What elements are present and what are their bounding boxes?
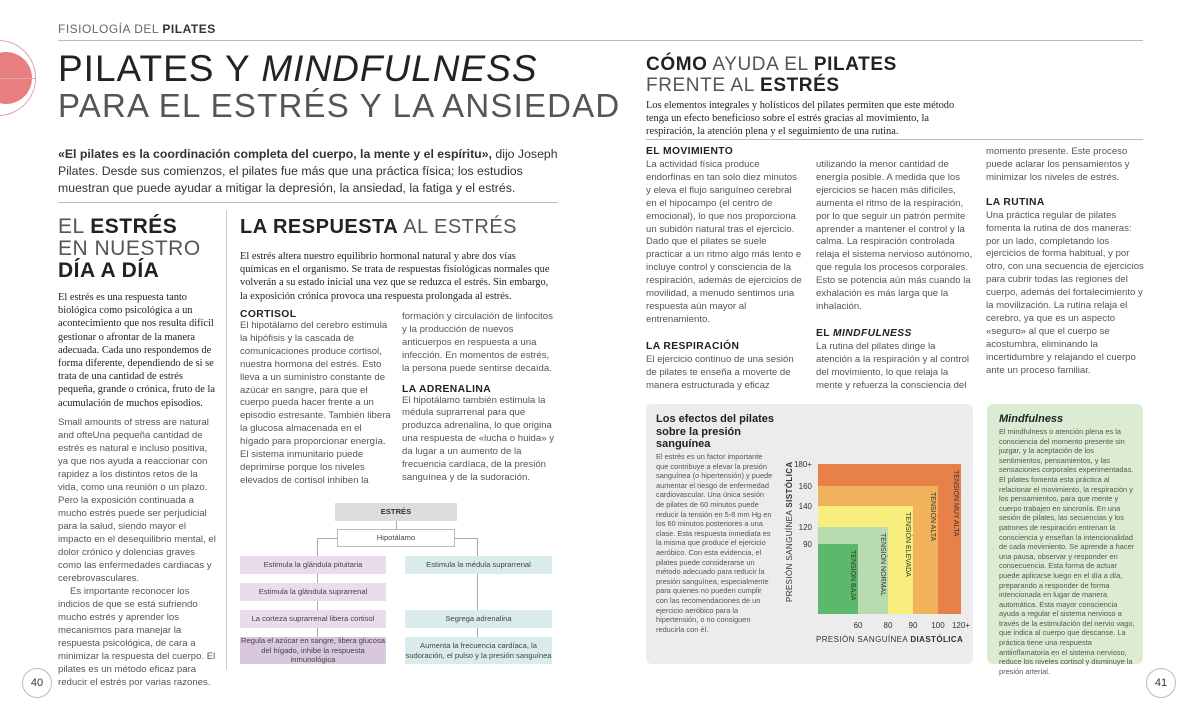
- zone-label: TENSIÓN MUY ALTA: [952, 470, 959, 537]
- x-tick-label: 100: [931, 621, 945, 630]
- intro-paragraph: «El pilates es la coordinación completa del cuerpo, la mente y el espíritu», dijo Joseph Pilates. Desde sus comienzos, el pilates fue más que una práctica física; los estudios muestran que puede ayudar a mitigar la depresión, la ansiedad, la fatiga y el estrés.: [58, 147, 558, 195]
- right-heading-2: FRENTE AL ESTRÉS: [646, 75, 840, 96]
- cortisol-continued: formación y circulación de linfocitos y la producción de nuevos anticuerpos en respuesta a una infección. En momentos de estrés, la persona puede sentirse decaída. LA ADRENALINA El hipotálamo también estimula la médula suprarrenal para que produzca adrenalina, lo que origina una respuesta de «lucha o huida» y da lugar a un aumento de la frecuencia cardíaca, de la presión sanguínea y de la sudoración.: [402, 311, 555, 483]
- page-subtitle: PARA EL ESTRÉS Y LA ANSIEDAD: [58, 87, 621, 124]
- right-col-3: momento presente. Este proceso puede aclarar los pensamientos y minimizar los niveles de estrés. LA RUTINA Una práctica regular de pilates fomenta la rutina de dos maneras: por un lado, completando los ejercicios de forma habitual, y por otro, con una secuencia de ejercicios para cubrir todas las regiones del cuerpo, además del fortalecimiento y la movilización. La rutina relaja el cerebro, ya que es un aspecto «seguro» al que el cuerpo se acostumbra, eliminando la incertidumbre y relajando el cuerpo ante un proceso familiar.: [986, 146, 1144, 376]
- mindfulness-title: EL MINDFULNESS: [816, 327, 912, 339]
- col1-body: [58, 416, 218, 689]
- col1-paragraph: Small amounts of stress are natural and ofteUna pequeña cantidad de estrés es natural e incluso positiva, ya que nos ayuda a reaccionar con rapidez a los distintos retos de la vida, como una reunión o un plazo. Pero la exposición continuada a mucho estrés puede ser perjudicial para la salud, siendo mayor el impacto en el desequilibrio mental, el dolor crónico y dolencias graves como las enfermedades cardiacas y cerebrovasculares.: [58, 417, 216, 584]
- flow-right-3: Aumenta la frecuencia cardíaca, la sudoración, el pulso y la presión sanguínea: [405, 637, 552, 664]
- x-tick-label: 90: [908, 621, 918, 630]
- respiracion-text: El ejercicio continuo de una sesión de pilates te enseña a moverte de manera estructurada y eficaz: [646, 353, 794, 391]
- running-head: FISIOLOGÍA DEL PILATES: [58, 22, 216, 36]
- x-axis-label: PRESIÓN SANGUÍNEA DIASTÓLICA: [816, 635, 964, 644]
- movimiento-text: La actividad física produce endorfinas en tan solo diez minutos y eleva el flujo sanguíneo cerebral en el hipocampo (el centro de emocional), lo que nos proporciona un subidón natural tras el ejercicio. Dado que el pilates se suele practicar a un ritmo algo más lento e incluye control y consciencia de la respiración, además de ejercicios de movilidad, a menudo sentimos una respuesta aún mayor al entrenamiento.: [646, 159, 802, 325]
- mindfulness-text: La rutina del pilates dirige la atención a la respiración y al control del movimiento, lo que relaja la mente y refuerza la consciencia del: [816, 340, 970, 391]
- cortisol-title: CORTISOL: [240, 309, 297, 320]
- col1-heading: EL ESTRÉS EN NUESTRO DÍA A DÍA: [58, 215, 201, 282]
- x-tick-label: 60: [853, 621, 863, 630]
- blood-pressure-chart: [780, 430, 970, 650]
- flow-right-1: Estimula la médula suprarrenal: [405, 556, 552, 574]
- col1-lead: El estrés es una respuesta tanto biológica como psicológica a un acontecimiento que nos resulta difícil gestionar o afrontar de la manera adecuada. Cada uno respondemos de forma diferente, dependiendo de si se trata de una cantidad de estrés pequeña, grande o crónica, fruto de la acumulación de muchos episodios.: [58, 292, 215, 409]
- bp-box-title: Los efectos del pilates sobre la presión sanguínea: [656, 413, 774, 450]
- col1-paragraph: Es importante reconocer los indicios de que se está sufriendo mucho estrés y aprender los mecanismos para manejar la respuesta psicológica, de cara a minimizar la respuesta del cuerpo. El pilates es un método eficaz para reducir el estrés por varias razones.: [58, 586, 216, 688]
- right-col-2: utilizando la menor cantidad de energía posible. A medida que los ejercicios se hacen más difíciles, aumenta el ritmo de la respiración, por lo que seguir un patrón permite aprender a mantener el control y la calma. La respiración controlada relaja el sistema nervioso autónomo, que regula los procesos corporales. Esto se potencia aún más cuando la exhalación es más larga que la inhalación. EL MINDFULNESS La rutina del pilates dirige la atención a la respiración y al control del movimiento, lo que relaja la mente y refuerza la consciencia del: [816, 159, 973, 391]
- y-tick-label: 160: [798, 482, 812, 491]
- x-tick-label: 80: [883, 621, 893, 630]
- page-number-left: 40: [22, 668, 52, 698]
- header-rule: [58, 40, 1143, 41]
- right-col-1: [646, 146, 804, 393]
- flow-hipotalamo: Hipotálamo: [337, 529, 455, 547]
- rutina-title: LA RUTINA: [986, 196, 1045, 208]
- right-rule: [646, 139, 1143, 140]
- col2-lead: El estrés altera nuestro equilibrio hormonal natural y abre dos vías químicas en el organismo. Se trata de respuestas fisiológicas normales que volverán a su estado inicial una vez que se reduzca el estrés. Sin embargo, la exposición crónica provoca una respuesta prolongada al estrés.: [240, 251, 550, 302]
- bp-box-text: El estrés es un factor importante que contribuye a elevar la presión sanguínea (o hipertensión) y puede aumentar el riesgo de enfermedad cardiovascular. Una única sesión de pilates de 60 minutos puede reducir la tensión en 5-8 mm Hg en los 60 minutos posteriores a una clase. Esta respuesta inmediata es la misma que produce el ejercicio aeróbico. Con esta evidencia, el pilates puede considerarse un método adecuado para reducir la presión sanguínea, especialmente para quienes no pueden cumplir con las recomendaciones de un ejercicio aeróbico para la hipertensión, o no consiguen reducirla con él.: [656, 452, 773, 634]
- zone-label: TENSIÓN ALTA: [929, 492, 936, 542]
- flow-right-2: Segrega adrenalina: [405, 610, 552, 628]
- mindfulness-box-title: Mindfulness: [999, 413, 1064, 425]
- cortisol-section: [240, 309, 392, 488]
- zone-label: TENSIÓN BAJA: [849, 550, 856, 601]
- movimiento-title: EL MOVIMIENTO: [646, 146, 734, 157]
- flow-left-2: Estimula la glándula suprarrenal: [240, 583, 386, 601]
- intro-rule: [58, 202, 558, 203]
- zone-label: TENSIÓN ELEVADA: [904, 512, 911, 577]
- y-tick-label: 90: [803, 540, 812, 549]
- zone-label: TENSIÓN NORMAL: [879, 533, 886, 597]
- col2-heading: LA RESPUESTA AL ESTRÉS: [240, 216, 517, 238]
- page-title: PILATES Y MINDFULNESS: [58, 48, 538, 89]
- right-heading-1: CÓMO AYUDA EL PILATES: [646, 54, 897, 75]
- adrenalina-text: El hipotálamo también estimula la médula suprarrenal para que produzca adrenalina, lo que origina una respuesta de «lucha o huida» y da lugar a un aumento de la frecuencia cardíaca, de la presión sanguínea y de la sudoración.: [402, 394, 555, 483]
- flow-left-4: Regula el azúcar en sangre, libera glucosa del hígado, inhibe la respuesta inmunológica: [241, 636, 385, 665]
- y-tick-label: 120: [798, 523, 812, 532]
- adrenalina-title: LA ADRENALINA: [402, 383, 492, 395]
- x-tick-label: 120+: [951, 621, 970, 630]
- ornament-line: [0, 78, 36, 79]
- column-divider: [226, 210, 227, 670]
- y-axis-label: PRESIÓN SANGUÍNEA SISTÓLICA: [785, 461, 794, 602]
- respiracion-title: LA RESPIRACIÓN: [646, 340, 740, 352]
- y-tick-label: 180+: [793, 460, 812, 469]
- rutina-text: Una práctica regular de pilates fomenta la rutina de dos maneras: por un lado, completando los ejercicios de forma habitual, y por otro, con una secuencia de ejercicios para cubrir todas las regiones del cuerpo, además del fortalecimiento y la movilización. La rutina relaja el cerebro, ya que es un aspecto «seguro» al que el cuerpo se acostumbra, eliminando la incertidumbre y relajando el cuerpo ante un proceso familiar.: [986, 209, 1144, 376]
- page-number-right: 41: [1146, 668, 1176, 698]
- flow-left-3: La corteza suprarrenal libera cortisol: [240, 610, 386, 628]
- y-tick-label: 140: [798, 502, 812, 511]
- cortisol-text: El hipotálamo del cerebro estimula la hipófisis y la cascada de comunicaciones produce cortisol, nuestra hormona del estrés. Esto lleva a un suministro constante de azúcar en sangre, para que el cuerpo pueda hacer frente a un episodio estresante. También libera la glucosa almacenada en el hígado para proporcionar energía. El sistema inmunitario puede deprimirse porque los niveles elevados de cortisol inhiben la: [240, 320, 391, 486]
- right-lead: Los elementos integrales y holísticos del pilates permiten que este método tenga un efecto beneficioso sobre el estrés gracias al movimiento, la respiración, la atención plena y el seguimiento de una rutina.: [646, 100, 955, 138]
- flow-left-1: Estimula la glándula pituitaria: [240, 556, 386, 574]
- flow-stress: ESTRÉS: [335, 503, 457, 521]
- mindfulness-box-text: El mindfulness o atención plena es la consciencia del momento presente sin juzgar, y la aceptación de los sentimientos, pensamientos, y las sensaciones corporales experimentadas. El pilates fomenta esta práctica al relacionar el movimiento, la respiración y los pensamientos, para que mente y cuerpo trabajen en sincronía. En una sesión de pilates, las secuencias y los patrones de respiración entrenan la consciencia y enseñan la intencionalidad de cada movimiento. Se aprende a hacer una pausa, observar y responder en consecuencia. Esta forma de actuar puede aplicarse luego en el día a día, preparando a responder de forma intencionada en lugar de manera automática. Esta mayor consciencia ayuda a regular el sistema nervioso a través de la estimulación del nervio vago, que indica al cuerpo que descanse. La práctica tiene una respuesta antiinflamatoria en el sistema nervioso, reduce los niveles cortisol y disminuye la presión arterial.: [999, 427, 1135, 676]
